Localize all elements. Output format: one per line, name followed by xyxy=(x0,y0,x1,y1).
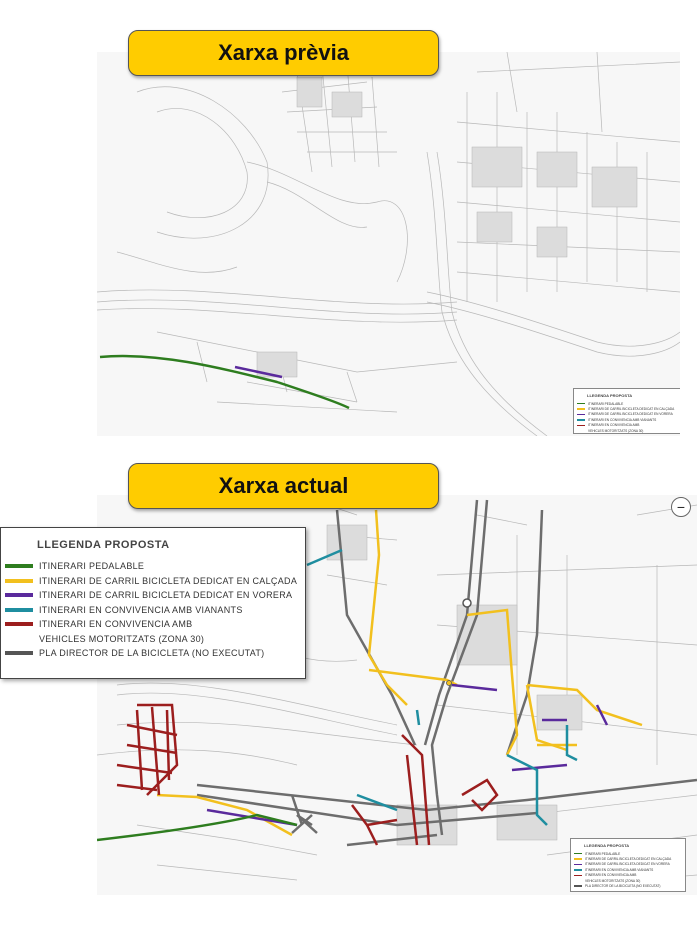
legend-label: VEHICLES MOTORITZATS (ZONA 30) xyxy=(588,428,644,433)
legend-swatch xyxy=(574,885,582,887)
legend-swatch xyxy=(574,858,582,860)
legend-label: ITINERARI PEDALABLE xyxy=(39,561,145,572)
legend-small-previous-title: LLEGENDA PROPOSTA xyxy=(587,393,633,398)
legend-small-current xyxy=(570,838,686,892)
legend-row-master-plan xyxy=(5,646,305,661)
legend-small-current-row xyxy=(574,856,682,861)
map-previous-network xyxy=(97,52,680,436)
legend-small-previous xyxy=(573,388,680,434)
legend-small-current-row xyxy=(574,883,682,888)
legend-swatch xyxy=(577,419,585,421)
legend-label: ITINERARI DE CARRIL BICICLETA DEDICAT EN VORERA xyxy=(588,412,673,417)
legend-row-pedalable xyxy=(5,559,305,574)
title-current-network: Xarxa actual xyxy=(128,463,439,509)
legend-row-road-lane xyxy=(5,574,305,589)
legend-label: ITINERARI DE CARRIL BICICLETA DEDICAT EN CALÇADA xyxy=(585,857,672,862)
legend-small-previous-row xyxy=(577,428,677,433)
legend-label: ITINERARI EN CONVIVENCIA AMB xyxy=(39,619,193,630)
legend-label: ITINERARI EN CONVIVENCIA AMB xyxy=(585,873,637,878)
legend-swatch xyxy=(577,403,585,405)
legend-row-zone30-continuation xyxy=(5,632,305,647)
legend-swatch xyxy=(577,408,585,410)
legend-swatch-grey xyxy=(5,651,33,655)
node-marker xyxy=(447,681,452,686)
legend-row-sidewalk-lane xyxy=(5,588,305,603)
legend-label: PLA DIRECTOR DE LA BICICLETA (NO EXECUTAT) xyxy=(585,884,661,889)
legend-main xyxy=(0,527,306,679)
legend-swatch xyxy=(577,414,585,416)
legend-label: ITINERARI EN CONVIVENCIA AMB VIANANTS xyxy=(588,417,657,422)
legend-small-current-title: LLEGENDA PROPOSTA xyxy=(584,843,630,848)
legend-label: PLA DIRECTOR DE LA BICICLETA (NO EXECUTAT) xyxy=(39,648,265,659)
legend-row-pedestrian xyxy=(5,603,305,618)
legend-swatch xyxy=(574,869,582,871)
title-previous-network: Xarxa prèvia xyxy=(128,30,439,76)
legend-label: ITINERARI EN CONVIVENCIA AMB xyxy=(588,423,640,428)
legend-swatch xyxy=(574,880,582,882)
legend-label: ITINERARI DE CARRIL BICICLETA DEDICAT EN VORERA xyxy=(39,590,293,601)
legend-swatch xyxy=(577,425,585,427)
legend-swatch xyxy=(574,875,582,877)
legend-swatch-red xyxy=(5,622,33,626)
zoom-out-button[interactable]: − xyxy=(671,497,691,517)
legend-label: ITINERARI PEDALABLE xyxy=(588,401,624,406)
legend-swatch-purple xyxy=(5,593,33,597)
legend-label: VEHICLES MOTORITZATS (ZONA 30) xyxy=(39,633,205,644)
legend-label: ITINERARI DE CARRIL BICICLETA DEDICAT EN CALÇADA xyxy=(39,575,298,586)
legend-swatch-green xyxy=(5,564,33,568)
legend-swatch-yellow xyxy=(5,579,33,583)
legend-small-previous-row xyxy=(577,412,677,417)
legend-small-previous-row xyxy=(577,406,677,411)
map-previous-drawing xyxy=(97,52,680,436)
legend-swatch xyxy=(574,853,582,855)
legend-main-title: LLEGENDA PROPOSTA xyxy=(37,539,170,551)
legend-label: ITINERARI EN CONVIVENCIA AMB VIANANTS xyxy=(585,867,654,872)
legend-label: ITINERARI EN CONVIVENCIA AMB VIANANTS xyxy=(39,604,243,615)
legend-swatch xyxy=(574,864,582,866)
legend-label: VEHICLES MOTORITZATS (ZONA 30) xyxy=(585,878,641,883)
legend-row-zone30 xyxy=(5,617,305,632)
legend-swatch xyxy=(577,430,585,432)
legend-label: ITINERARI DE CARRIL BICICLETA DEDICAT EN VORERA xyxy=(585,862,670,867)
legend-label: ITINERARI PEDALABLE xyxy=(585,851,621,856)
legend-small-current-row xyxy=(574,862,682,867)
roundabout-marker xyxy=(463,599,471,607)
legend-label: ITINERARI DE CARRIL BICICLETA DEDICAT EN CALÇADA xyxy=(588,407,675,412)
legend-swatch-teal xyxy=(5,608,33,612)
